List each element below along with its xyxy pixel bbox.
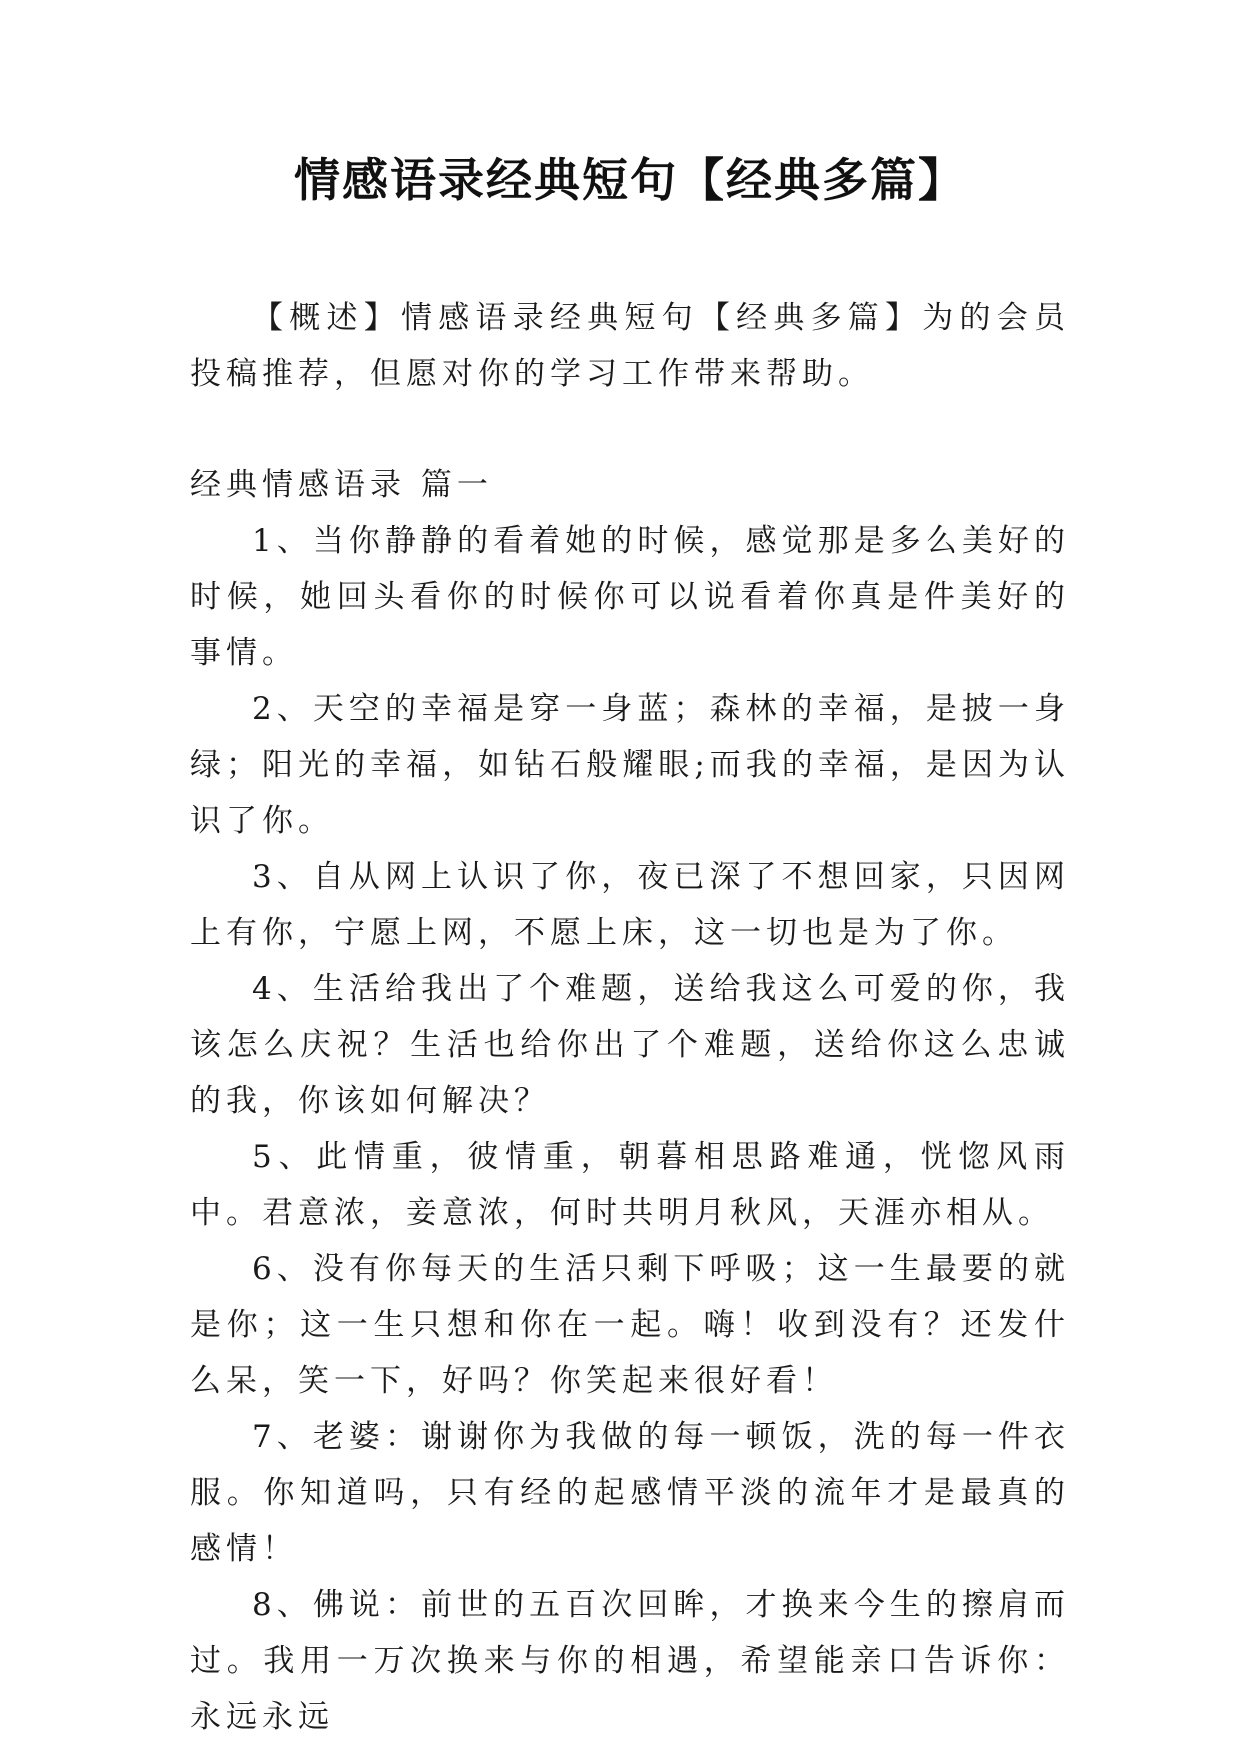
section-heading: 经典情感语录 篇一	[190, 467, 493, 503]
quote-item: 2、天空的幸福是穿一身蓝；森林的幸福，是披一身绿；阳光的幸福，如钻石般耀眼;而我的幸福，是因为认识了你。	[190, 691, 1070, 839]
quote-item: 8、佛说：前世的五百次回眸，才换来今生的擦肩而过。我用一万次换来与你的相遇，希望能亲口告诉你：永远永远	[190, 1587, 1070, 1735]
document-body	[190, 290, 1070, 1745]
quote-item: 1、当你静静的看着她的时候，感觉那是多么美好的时候，她回头看你的时候你可以说看着你真是件美好的事情。	[190, 523, 1070, 671]
quote-item: 5、此情重，彼情重，朝暮相思路难通，恍惚风雨中。君意浓，妾意浓，何时共明月秋风，天涯亦相从。	[190, 1139, 1070, 1231]
quote-item: 4、生活给我出了个难题，送给我这么可爱的你，我该怎么庆祝？生活也给你出了个难题，送给你这么忠诚的我，你该如何解决？	[190, 971, 1070, 1119]
quote-item: 6、没有你每天的生活只剩下呼吸；这一生最要的就是你；这一生只想和你在一起。嗨！收到没有？还发什么呆，笑一下，好吗？你笑起来很好看！	[190, 1251, 1070, 1399]
summary-paragraph: 【概述】情感语录经典短句【经典多篇】为的会员投稿推荐，但愿对你的学习工作带来帮助。	[190, 300, 1070, 392]
document-title: 情感语录经典短句【经典多篇】	[294, 153, 966, 207]
quote-item: 7、老婆：谢谢你为我做的每一顿饭，洗的每一件衣服。你知道吗，只有经的起感情平淡的流年才是最真的感情！	[190, 1419, 1070, 1567]
quote-item: 3、自从网上认识了你，夜已深了不想回家，只因网上有你，宁愿上网，不愿上床，这一切也是为了你。	[190, 859, 1070, 951]
